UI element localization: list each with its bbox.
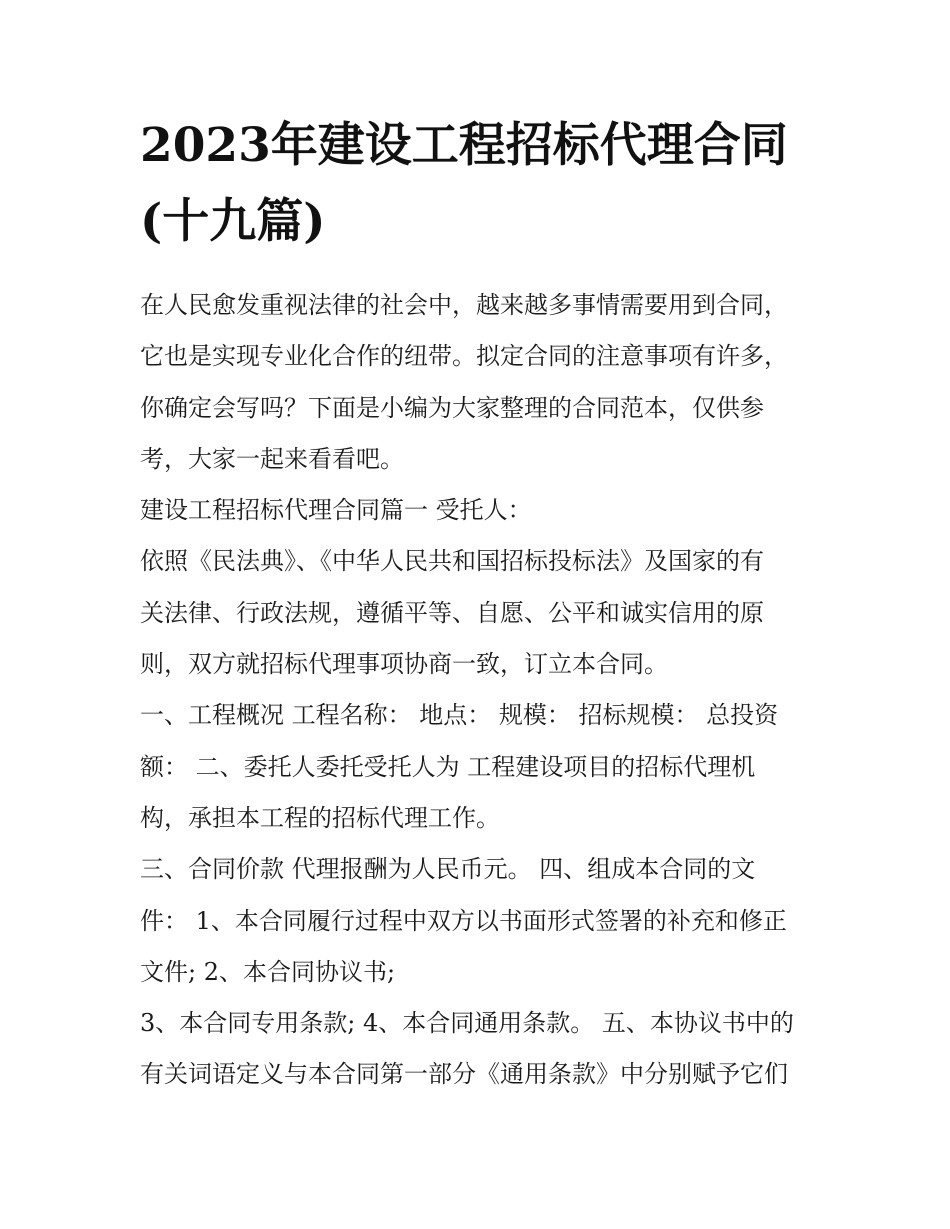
body-line: 你确定会写吗？下面是小编为大家整理的合同范本，仅供参 [140,393,764,422]
body-line: 3、本合同专用条款; 4、本合同通用条款。 五、本协议书中的 [140,1009,794,1038]
title-line: 2023年建设工程招标代理合同 [140,118,788,173]
body-line: 三、合同价款 代理报酬为人民币元。 四、组成本合同的文 [140,855,756,884]
body-line: 件： 1、本合同履行过程中双方以书面形式签署的补充和修正 [140,906,787,935]
body-line: 额： 二、委托人委托受托人为 工程建设项目的招标代理机 [140,752,756,781]
body-line: 则，双方就招标代理事项协商一致，订立本合同。 [140,650,668,679]
body-line: 有关词语定义与本合同第一部分《通用条款》中分别赋予它们 [140,1060,788,1089]
body-line: 文件; 2、本合同协议书; [140,957,396,986]
body-line: 构，承担本工程的招标代理工作。 [140,803,500,832]
body-line: 一、工程概况 工程名称： 地点： 规模： 招标规模： 总投资 [140,701,779,730]
document-body [140,280,820,1101]
body-line: 它也是实现专业化合作的纽带。拟定合同的注意事项有许多， [140,342,788,371]
body-line: 考，大家一起来看看吧。 [140,444,404,473]
document-title [140,108,830,260]
section-heading: 建设工程招标代理合同篇一 受托人： [140,496,532,525]
body-line: 关法律、行政法规，遵循平等、自愿、公平和诚实信用的原 [140,598,764,627]
body-line: 依照《民法典》、《中华人民共和国招标投标法》及国家的有 [140,547,764,576]
title-line: (十九篇) [140,194,326,249]
body-line: 在人民愈发重视法律的社会中，越来越多事情需要用到合同， [140,291,788,319]
